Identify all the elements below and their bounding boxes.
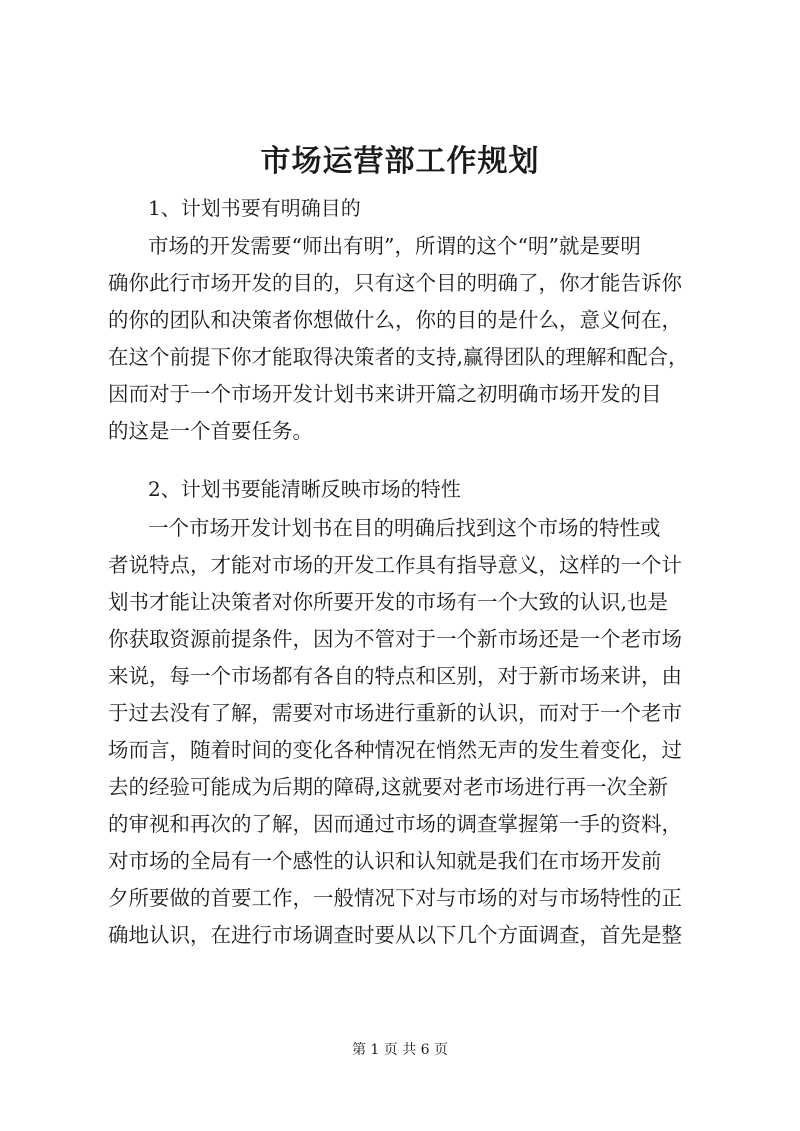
paragraph-line: 的你的团队和决策者你想做什么，你的目的是什么，意义何在， <box>108 308 682 332</box>
page-footer: 第 1 页 共 6 页 <box>351 1042 449 1058</box>
paragraph-line: 于过去没有了解，需要对市场进行重新的认识，而对于一个老市 <box>108 701 682 725</box>
paragraph-line: 确你此行市场开发的目的，只有这个目的明确了，你才能告诉你 <box>108 271 682 295</box>
paragraph-line: 的这是一个首要任务。 <box>108 419 313 443</box>
paragraph-line: 夕所要做的首要工作，一般情况下对与市场的对与市场特性的正 <box>108 886 682 910</box>
section-2-heading: 2、计划书要能清晰反映市场的特性 <box>148 477 461 501</box>
paragraph-line: 对市场的全局有一个感性的认识和认知就是我们在市场开发前 <box>108 849 662 873</box>
paragraph-line: 一个市场开发计划书在目的明确后找到这个市场的特性或 <box>148 516 661 540</box>
document-title: 市场运营部工作规划 <box>260 144 540 179</box>
paragraph-line: 场而言，随着时间的变化各种情况在悄然无声的发生着变化，过 <box>108 738 682 762</box>
paragraph-line: 在这个前提下你才能取得决策者的支持,赢得团队的理解和配合， <box>108 345 689 369</box>
paragraph-line: 你获取资源前提条件，因为不管对于一个新市场还是一个老市场 <box>108 627 682 651</box>
section-1-heading: 1、计划书要有明确目的 <box>148 196 361 220</box>
paragraph-line: 划书才能让决策者对你所要开发的市场有一个大致的认识,也是 <box>108 590 669 614</box>
paragraph-line: 来说，每一个市场都有各自的特点和区别，对于新市场来讲，由 <box>108 664 682 688</box>
paragraph-line: 的审视和再次的了解，因而通过市场的调查掌握第一手的资料， <box>108 812 682 836</box>
paragraph-line: 者说特点，才能对市场的开发工作具有指导意义，这样的一个计 <box>108 553 682 577</box>
paragraph-line: 因而对于一个市场开发计划书来讲开篇之初明确市场开发的目 <box>108 382 662 406</box>
paragraph-line: 市场的开发需要“师出有明”，所谓的这个“明”就是要明 <box>148 234 641 258</box>
paragraph-line: 确地认识，在进行市场调查时要从以下几个方面调查，首先是整 <box>108 923 682 947</box>
paragraph-line: 去的经验可能成为后期的障碍,这就要对老市场进行再一次全新 <box>108 775 669 799</box>
